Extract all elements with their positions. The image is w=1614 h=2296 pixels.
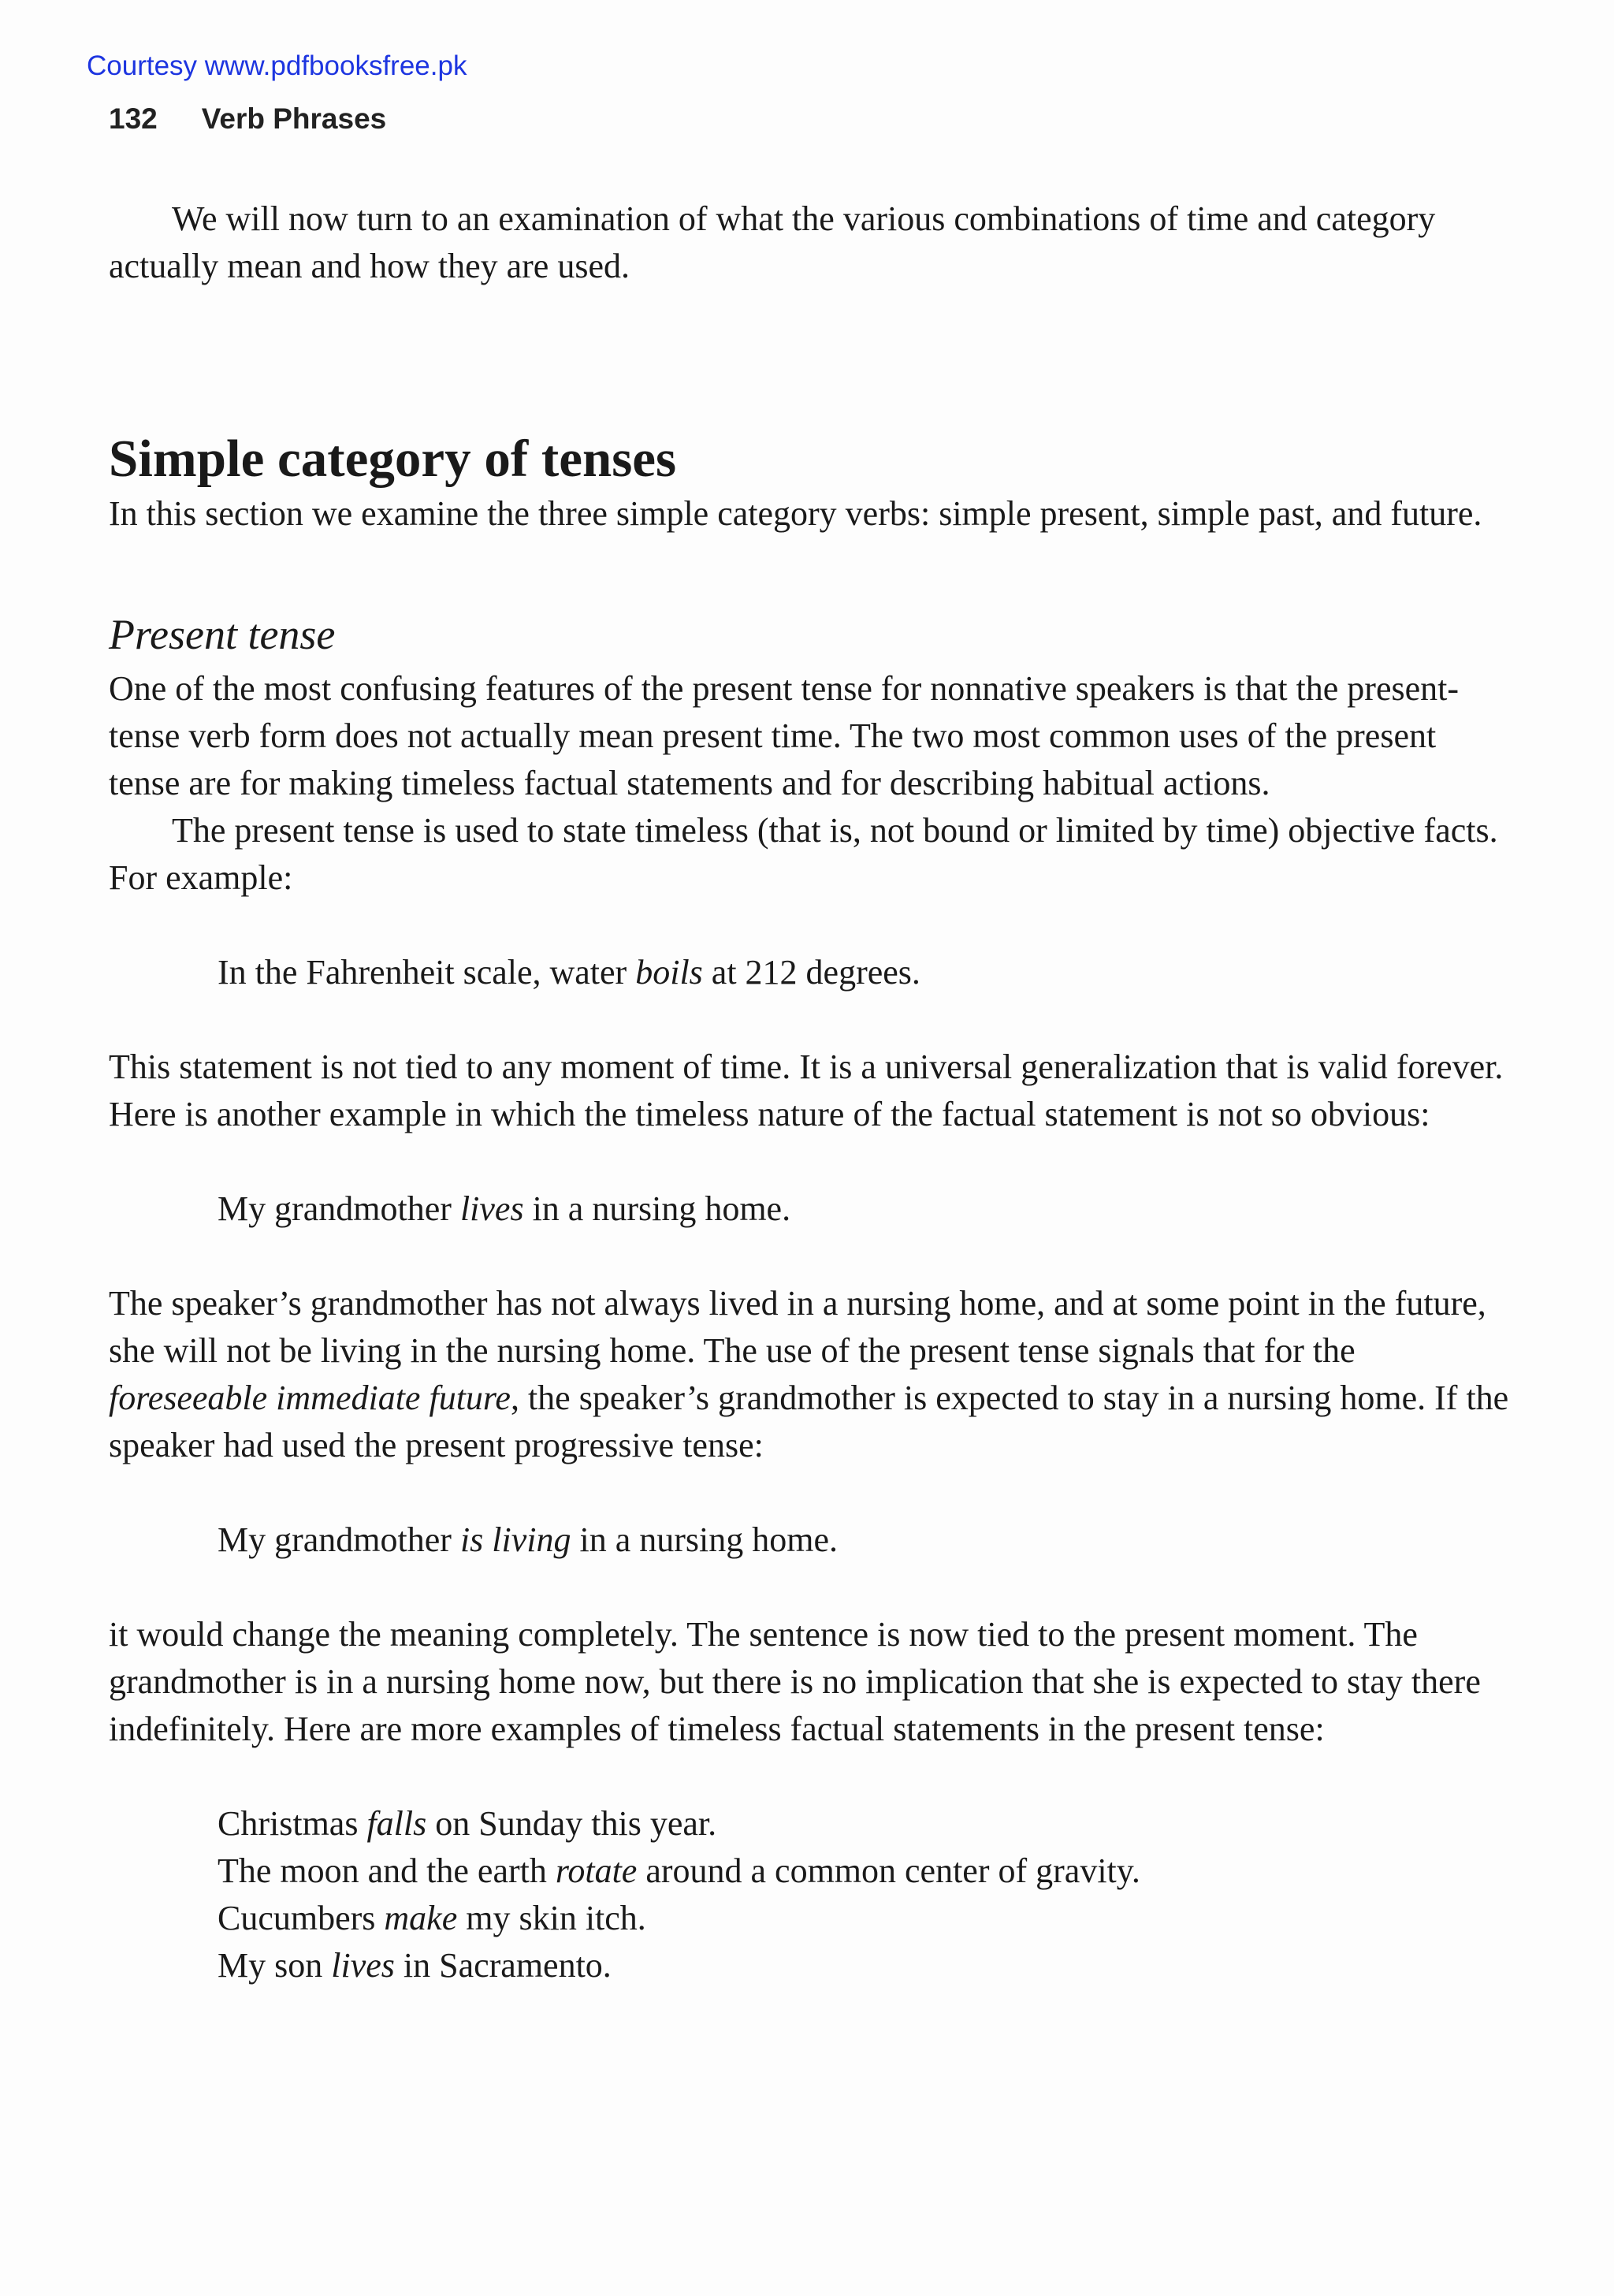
example-sentence: My grandmother is living in a nursing home. xyxy=(218,1520,839,1559)
running-head xyxy=(109,102,386,136)
example-sentence: The moon and the earth rotate around a common center of gravity. xyxy=(218,1851,1140,1890)
example-sentence: In the Fahrenheit scale, water boils at 212 degrees. xyxy=(218,953,920,992)
chapter-title: Verb Phrases xyxy=(201,102,387,135)
example-sentence: My grandmother lives in a nursing home. xyxy=(218,1189,791,1228)
example-list xyxy=(109,1800,1512,1989)
section-heading: Simple category of tenses xyxy=(109,430,677,488)
paragraph: The speaker’s grandmother has not always lived in a nursing home, and at some point in the future, she will not be living in the nursing home. The use of the present tense signals that for the foreseeable immediate future, the speaker’s grandmother is expected to stay in a nursing home. If the speaker had used the present progressive tense: xyxy=(109,1284,1509,1464)
courtesy-link[interactable]: Courtesy www.pdfbooksfree.pk xyxy=(87,50,467,81)
example-sentence: Christmas falls on Sunday this year. xyxy=(218,1804,717,1843)
example-sentence: Cucumbers make my skin itch. xyxy=(218,1899,646,1937)
paragraph: it would change the meaning completely. The sentence is now tied to the present moment. The grandmother is in a nursing home now, but there is no implication that she is expected to stay there indefinitely. Here are more examples of timeless factual statements in the present tense: xyxy=(109,1615,1481,1748)
paragraph: One of the most confusing features of the present tense for nonnative speakers is that the present-tense verb form does not actually mean present time. The two most common uses of the present tense are for making timeless factual statements and for describing habitual actions. xyxy=(109,669,1460,802)
page-number: 132 xyxy=(109,102,158,135)
intro-paragraph: We will now turn to an examination of what the various combinations of time and category actually mean and how they are used. xyxy=(109,199,1436,285)
paragraph: The present tense is used to state timeless (that is, not bound or limited by time) objective facts. For example: xyxy=(109,811,1498,897)
section-intro: In this section we examine the three simple category verbs: simple present, simple past, and future. xyxy=(109,494,1482,533)
subsection-heading: Present tense xyxy=(109,611,336,658)
paragraph: This statement is not tied to any moment of time. It is a universal generalization that is valid forever. Here is another example in which the timeless nature of the factual statement is not so obvious: xyxy=(109,1048,1504,1133)
page-content xyxy=(109,195,1512,1989)
example-sentence: My son lives in Sacramento. xyxy=(218,1946,612,1985)
